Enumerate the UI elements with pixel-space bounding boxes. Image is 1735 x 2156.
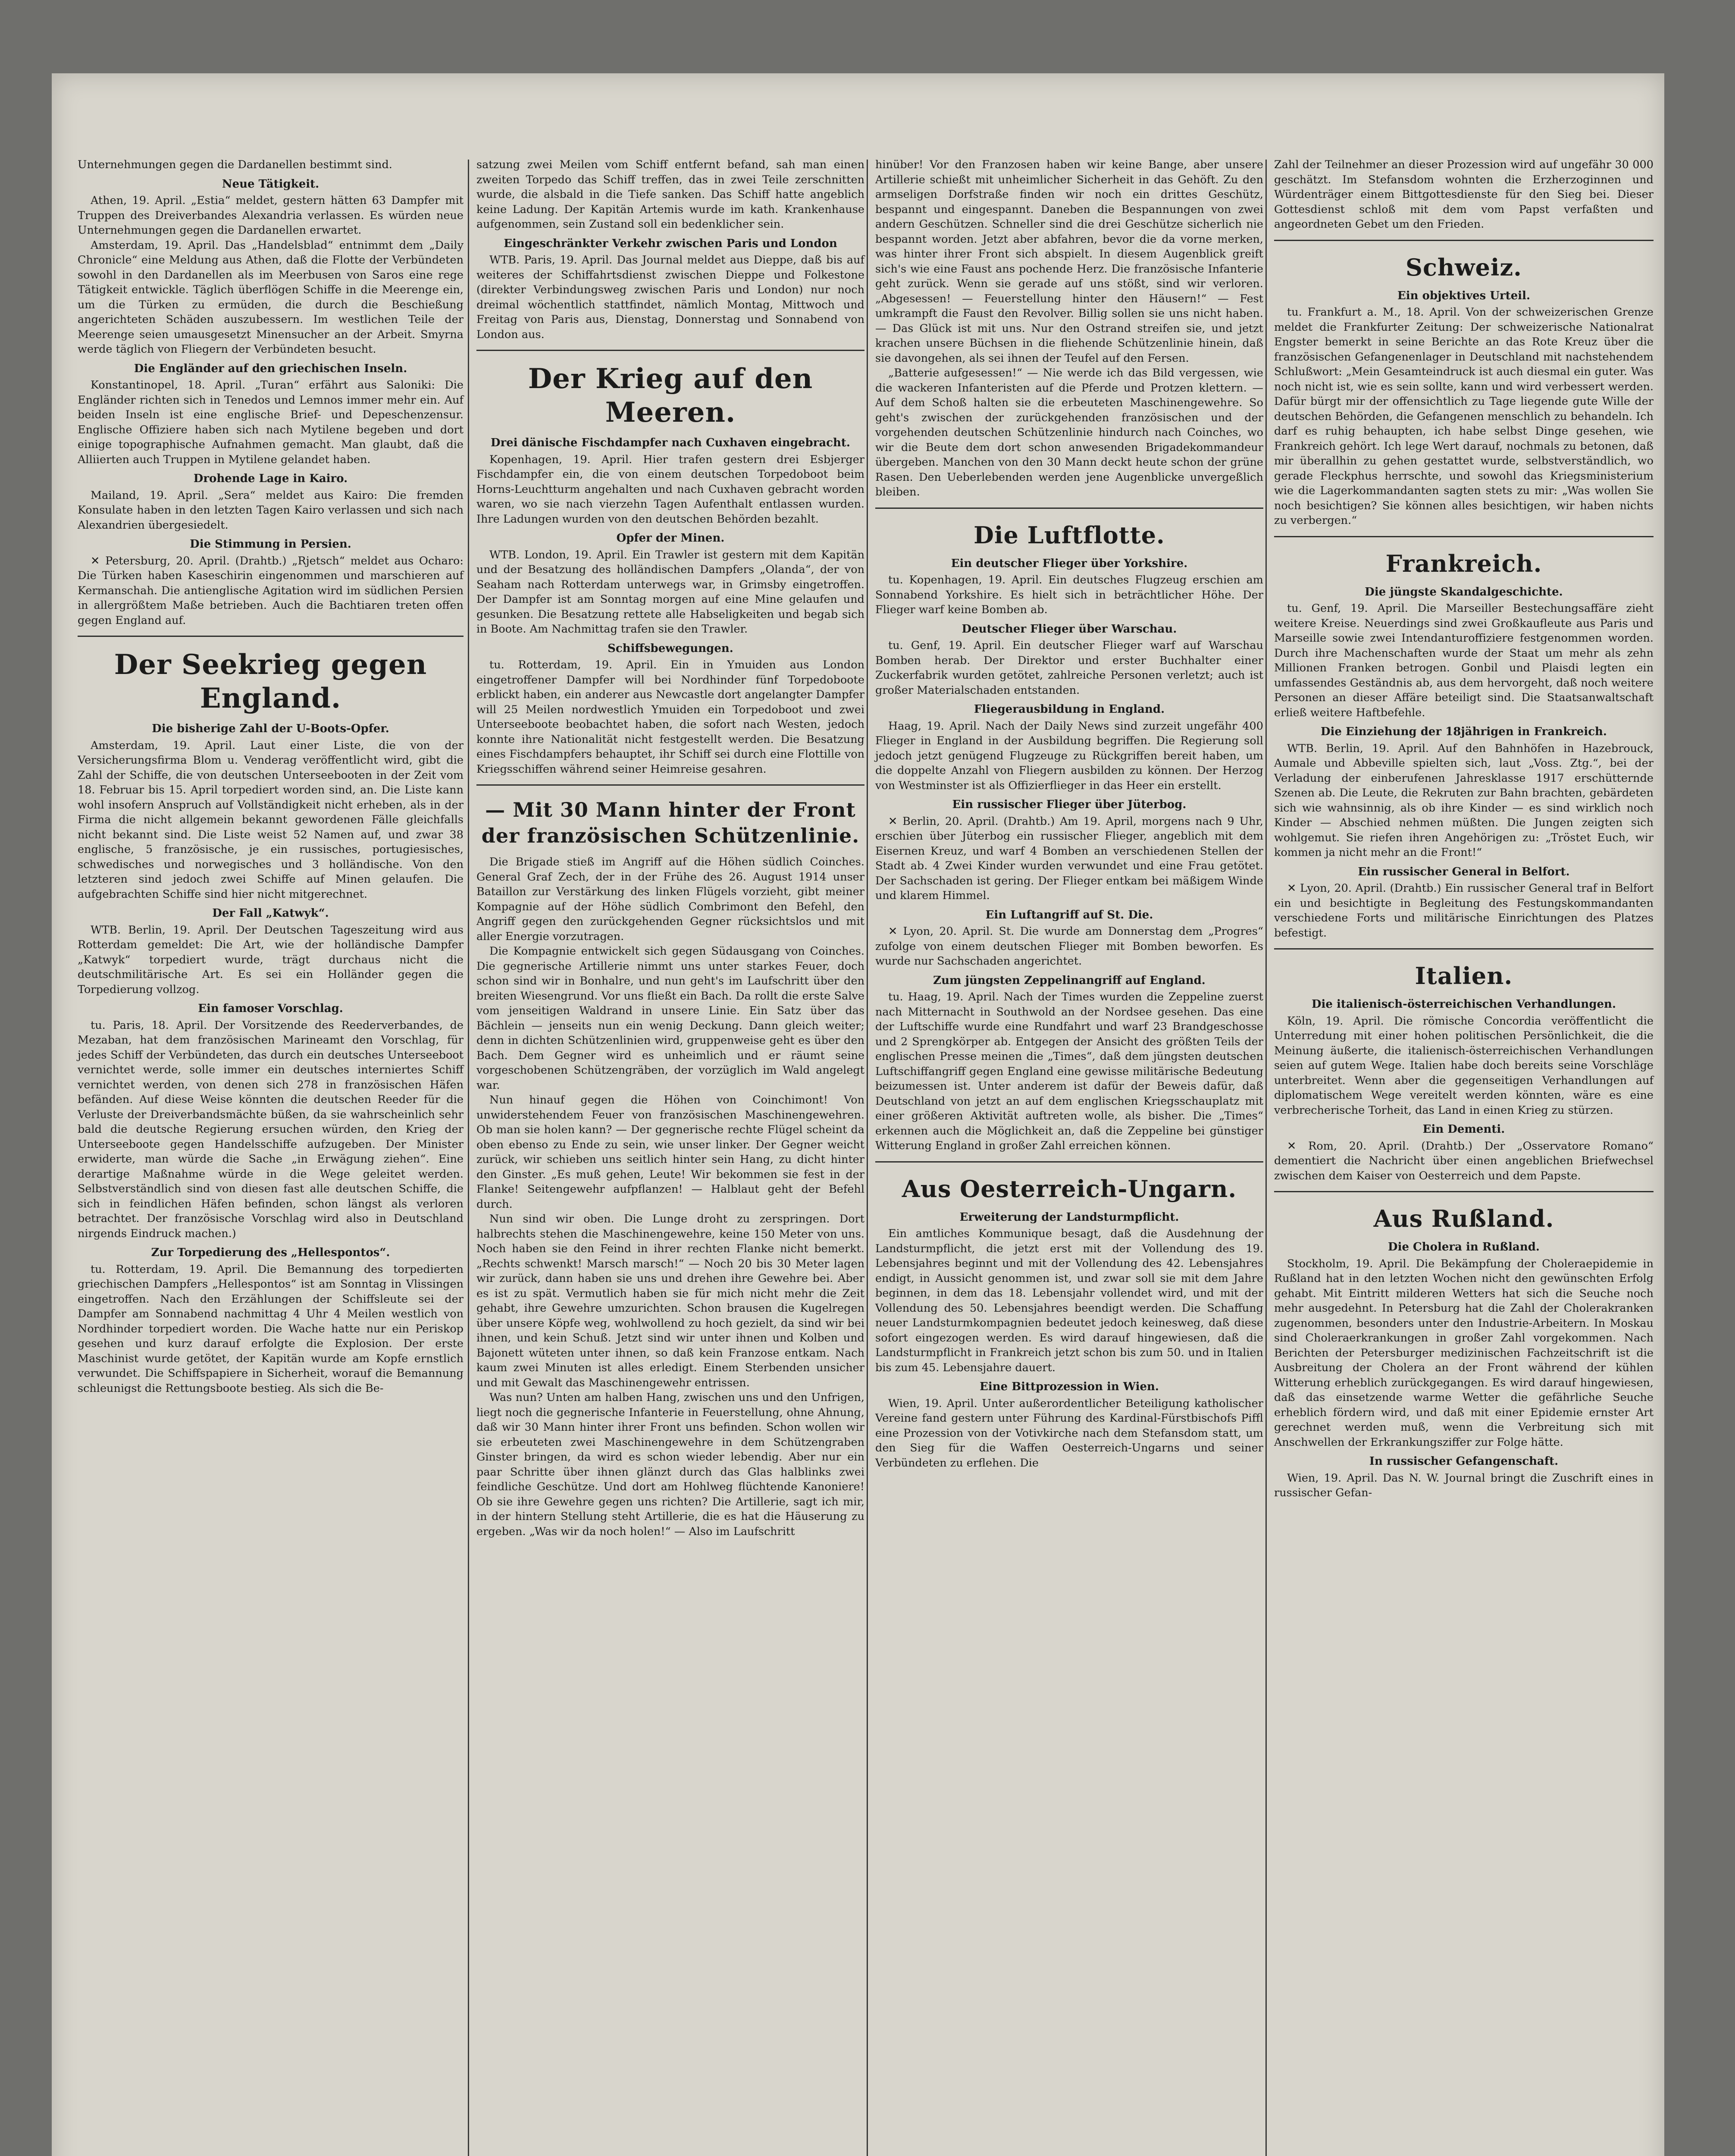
article-heading: Opfer der Minen. — [616, 532, 725, 545]
article-heading: Ein Dementi. — [1422, 1123, 1505, 1136]
column-rule — [867, 160, 868, 2156]
article-paragraph: Haag, 19. April. Nach der Daily News sind zurzeit ungefähr 400 Flieger in England in der Ausbildung begriffen. Die Regierung soll jedoch jetzt genügend Flugzeuge zu Rückgriffen bereit haben, um die doppelte Anzahl von Fliegern ausbilden zu können. Der Herzog von Westminster ist als Offizierflieger in das Heer ein erstellt. — [875, 719, 1263, 792]
column-2 — [476, 157, 864, 1539]
article-heading: Die Cholera in Rußland. — [1388, 1241, 1540, 1253]
article-paragraph: hinüber! Vor den Franzosen haben wir keine Bange, aber unsere Artillerie schießt mit unheimlicher Sicherheit in das Gehöft. Zu den armseligen Dorfstraße finden wir noch ein drittes Geschütz, bespannt und eingespannt. Daneben die Bespannungen von zwei andern Geschützen. Schneller sind die drei Geschütze sicherlich nie bespannt worden. Jetzt aber abfahren, bevor die da vorne merken, was hinter ihrer Front sich abspielt. In diesem Augenblick greift sich's wie eine Faust ans pochende Herz. Die französische Infanterie geht zurück. Wenn sie gerade auf uns stößt, sind wir verloren. „Abgesessen! — Feuerstellung hinter den Häusern!“ — Fest umkrampft die Faust den Revolver. Billig sollen sie uns nicht haben. — Das Glück ist mit uns. Nur den Ostrand streifen sie, und jetzt krachen unsere Büchsen in die fliehende Schützenlinie hinein, daß sie davongehen, als sei ihnen der Teufel auf den Fersen. — [875, 158, 1263, 365]
article-paragraph: tu. Genf, 19. April. Die Marseiller Bestechungsaffäre zieht weitere Kreise. Neuerdings sind zwei Großkaufleute aus Paris und Marseille sowie zwei Intendanturoffiziere festgenommen worden. Durch ihre Machenschaften wurde der Staat um mehr als zehn Millionen Franken betrogen. Gonbil und Plaisdi legten ein umfassendes Geständnis ab, aus dem hervorgeht, daß noch weitere Personen an dieser Affäre beteiligt sind. Die Staatsanwaltschaft erließ weitere Haftbefehle. — [1274, 602, 1654, 719]
article-heading: Der Fall „Katwyk“. — [212, 907, 329, 920]
article-paragraph: tu. Kopenhagen, 19. April. Ein deutsches Flugzeug erschien am Sonnabend Yorkshire. Es hielt sich in beträchtlicher Höhe. Der Flieger warf keine Bomben ab. — [875, 573, 1263, 616]
article-paragraph: Wien, 19. April. Das N. W. Journal bringt die Zuschrift eines in russischer Gefan- — [1274, 1471, 1654, 1499]
article-heading: Drei dänische Fischdampfer nach Cuxhaven eingebracht. — [491, 436, 850, 449]
article-heading: Die italienisch-österreichischen Verhandlungen. — [1311, 998, 1616, 1011]
article-paragraph: tu. Rotterdam, 19. April. Ein in Ymuiden aus London eingetroffener Dampfer will bei Nordhinder fünf Torpedoboote erblickt haben, ein anderer aus Newcastle dort angelangter Dampfer will 25 Meilen nordwestlich Ymuiden ein Torpedoboot und zwei Unterseeboote beobachtet haben, die sofort nach Westen, jedoch konnte ihre Nationalität nicht festgestellt werden. Die Besatzung eines Fischdampfers behauptet, ihr Schiff sei durch eine Flottille von Kriegsschiffen während seiner Heimreise gesahren. — [476, 658, 864, 776]
article-heading: Ein objektives Urteil. — [1397, 289, 1531, 302]
section-rule — [1274, 240, 1654, 241]
article-heading: Eine Bittprozession in Wien. — [980, 1380, 1159, 1393]
article-paragraph: WTB. Berlin, 19. April. Auf den Bahnhöfen in Hazebrouck, Aumale und Abbeville spielten sich, laut „Voss. Ztg.“, bei der Verladung der einberufenen Jahresklasse 1917 erschütternde Szenen ab. Die Leute, die Rekruten zur Bahn brachten, gebärdeten sich wie wahnsinnig, als ob ihre Kinder — es sind wirklich noch Kinder — Abschied nehmen müßten. Die Jungen zeigten sich wohlgemut. Sie riefen ihren Angehörigen zu: „Tröstet Euch, wir kommen ja nicht mehr an die Front!“ — [1274, 742, 1654, 859]
article-paragraph: Die Kompagnie entwickelt sich gegen Südausgang von Coinches. Die gegnerische Artillerie nimmt uns unter starkes Feuer, doch schon sind wir in Bonhalre, und nun geht's im Laufschritt über den breiten Wiesengrund. Vor uns fließt ein Bach. Da rollt die erste Salve vom jenseitigen Waldrand in unsere Linie. Ein Satz über das Bächlein — jenseits nun ein wenig Deckung. Dann gleich weiter; denn in dichten Schützenlinien wird, gruppenweise geht es über den Bach. Dem Gegner wird es unheimlich und er räumt seine vorgeschobenen Schützengräben, der vorzüglich im Wald angelegt war. — [476, 945, 864, 1092]
article-paragraph: tu. Rotterdam, 19. April. Die Bemannung des torpedierten griechischen Dampfers „Hellespontos“ ist am Sonntag in Vlissingen eingetroffen. Nach den Erzählungen der Schiffsleute sei der Dampfer am Sonnabend nachmittag 4 Uhr 4 Meilen westlich von Nordhinder torpediert worden. Die Wache hatte nur ein Periskop gesehen und kurz darauf erfolgte die Explosion. Der erste Maschinist wurde getötet, der Kapitän wurde am Kopfe ernstlich verwundet. Die Schiffspapiere in Sicherheit, worauf die Bemannung schleunigst die Rettungsboote bestieg. Als sich die Be- — [78, 1263, 464, 1395]
article-paragraph: Unternehmungen gegen die Dardanellen bestimmt sind. — [78, 158, 392, 171]
article-heading: Zum jüngsten Zeppelinangriff auf England. — [933, 974, 1206, 987]
section-rule — [1274, 948, 1654, 950]
article-paragraph: Mailand, 19. April. „Sera“ meldet aus Kairo: Die fremden Konsulate haben in den letzten Tagen Kairo verlassen und sich nach Alexandrien übergesiedelt. — [78, 489, 464, 532]
column-1 — [78, 157, 464, 1396]
article-heading: In russischer Gefangenschaft. — [1369, 1455, 1559, 1468]
article-heading: Ein deutscher Flieger über Yorkshire. — [951, 557, 1188, 570]
section-headline: Der Krieg auf den Meeren. — [528, 363, 813, 429]
article-paragraph: Was nun? Unten am halben Hang, zwischen uns und den Unfrigen, liegt noch die gegnerische Infanterie in Feuerstellung, ohne Ahnung, daß wir 30 Mann hinter ihrer Front uns befinden. Schon wollen wir sie erbeuteten zwei Maschinengewehre in dem Schützengraben Ginster bringen, da wird es schon wieder lebendig. Aber nur ein paar Schritte über ihnen glänzt durch das Glas halblinks zwei feindliche Geschütze. Und dort am Hohlweg flüchtende Kanoniere! Ob sie ihre Gewehre gegen uns richten? Die Artillerie, sagt ich mir, in der hintern Stellung steht Artillerie, die es hat die Häuserung zu ergeben. „Was wir da noch holen!“ — Also im Laufschritt — [476, 1391, 864, 1538]
article-paragraph: ✕ Lyon, 20. April. (Drahtb.) Ein russischer General traf in Belfort ein und besichtigte in Begleitung des Festungskommandanten verschiedene Forts und militärische Einrichtungen des Platzes befestigt. — [1274, 882, 1654, 940]
article-paragraph: Amsterdam, 19. April. Laut einer Liste, die von der Versicherungsfirma Blom u. Venderag veröffentlicht wird, gibt die Zahl der Schiffe, die von deutschen Unterseebooten in der Zeit vom 18. Februar bis 15. April torpediert worden sind, an. Die Liste kann wohl insofern Anspruch auf Vollständigkeit nicht erheben, als in der Firma die nicht allgemein bekannt gewordenen Fälle gleichfalls nicht bekannt sind. Die Liste weist 52 Namen auf, und zwar 38 englische, 5 französische, je ein russisches, portugiesisches, schwedisches und norwegisches und 3 holländische. Von den letzteren sind jedoch zwei Schiffe auf Minen gelaufen. Die aufgebrachten Schiffe sind hier nicht mitgerechnet. — [78, 739, 464, 901]
article-heading: Ein Luftangriff auf St. Die. — [985, 908, 1153, 921]
article-paragraph: tu. Haag, 19. April. Nach der Times wurden die Zeppeline zuerst nach Mitternacht in Southwold an der Nordsee gesehen. Das eine der Luftschiffe wurde eine Rundfahrt und warf 23 Brandgeschosse und 2 Sprengkörper ab. Entgegen der Ansicht des größten Teils der englischen Presse meinen die „Times“, daß dem jüngsten deutschen Luftschiffangriff gegen England eine gewisse militärische Bedeutung beizumessen ist. Unter anderem ist dafür der Beweis dafür, daß Deutschland von jetzt an auf dem englischen Kriegsschauplatz mit einer größeren Aktivität auftreten wolle, als bisher. Die „Times“ erkennen auch die Möglichkeit an, daß die Zeppeline bei günstiger Witterung England in großer Zahl erreichen können. — [875, 990, 1263, 1152]
article-paragraph: WTB. Paris, 19. April. Das Journal meldet aus Dieppe, daß bis auf weiteres der Schiffahrtsdienst zwischen Dieppe und Folkestone (direkter Verbindungsweg zwischen Paris und London) nur noch dreimal wöchentlich stattfindet, nämlich Montag, Mittwoch und Freitag von Paris aus, Dienstag, Donnerstag und Sonnabend von London aus. — [476, 254, 864, 341]
article-heading: Die Einziehung der 18jährigen in Frankreich. — [1320, 725, 1607, 738]
section-headline: Aus Rußland. — [1373, 1205, 1554, 1232]
newspaper-page — [52, 73, 1664, 2156]
article-heading: Schiffsbewegungen. — [608, 642, 733, 655]
article-heading: Neue Tätigkeit. — [222, 177, 319, 191]
column-rule — [1265, 160, 1267, 2156]
section-headline: Die Luftflotte. — [974, 521, 1165, 549]
article-heading: Ein russischer Flieger über Jüterbog. — [952, 798, 1187, 811]
article-paragraph: Wien, 19. April. Unter außerordentlicher Beteiligung katholischer Vereine fand gestern unter Führung des Kardinal-Fürstbischofs Piffl eine Prozession von der Votivkirche nach dem Stefansdom statt, um den Sieg für die Waffen Oesterreich-Ungarns und seiner Verbündeten zu erflehen. Die — [875, 1397, 1263, 1470]
article-paragraph: Konstantinopel, 18. April. „Turan“ erfährt aus Saloniki: Die Engländer richten sich in Tenedos und Lemnos immer mehr ein. Auf beiden Inseln ist eine englische Brief- und Depeschenzensur. Englische Offiziere haben sich nach Mytilene begeben und dort einige topographische Aufnahmen gemacht. Man glaubt, daß die Alliierten auch Truppen in Mytilene gelandet haben. — [78, 379, 464, 466]
article-paragraph: tu. Frankfurt a. M., 18. April. Von der schweizerischen Grenze meldet die Frankfurter Zeitung: Der schweizerische Nationalrat Engster bemerkt in seine Berichte an das Rote Kreuz über die französischen Gefangenenlager in Deutschland mit nachstehendem Schlußwort: „Mein Gesamteindruck ist auch diesmal ein guter. Was noch nicht ist, wie es sein sollte, kann und wird verbessert werden. Dafür bürgt mir der offensichtlich zu Tage liegende gute Wille der deutschen Behörden, die Gefangenen menschlich zu behandeln. Ich darf es ruhig behaupten, ich habe selbst Dinge gesehen, wie Frankreich gehört. Ich lege Wert darauf, nochmals zu betonen, daß mir überallhin zu gehen gestattet wurde, selbstverständlich, wo gerade Fleckphus herrschte, und sowohl das Kriegsministerium wie die Lagerkommandanten sagten stets zu mir: „Was wollen Sie noch besichtigen? Sie können alles besichtigen, wir haben nichts zu verbergen.“ — [1274, 306, 1654, 527]
article-paragraph: „Batterie aufgesessen!“ — Nie werde ich das Bild vergessen, wie die wackeren Infanteristen auf die Pferde und Protzen klettern. — Auf dem Schoß halten sie die erbeuteten Maschinengewehre. So geht's zwischen der zurückgehenden französischen und der vorgehenden deutschen Schützenlinie hindurch nach Coinches, wo wir die Beute dem dort schon anwesenden Brigadekommandeur übergeben. Manchen von den 30 Mann deckt heute schon der grüne Rasen. Den Ueberlebenden werden jene Augenblicke unvergeßlich bleiben. — [875, 367, 1263, 498]
article-paragraph: ✕ Berlin, 20. April. (Drahtb.) Am 19. April, morgens nach 9 Uhr, erschien über Jüterbog ein russischer Flieger, angeblich mit dem Eisernen Kreuz, und warf 4 Bomben an verschiedenen Stellen der Stadt ab. 4 Zwei Kinder wurden verwundet und eine Frau getötet. Der Sachschaden ist gering. Der Flieger entkam bei mäßigem Winde und klarem Himmel. — [875, 815, 1263, 902]
article-paragraph: Die Brigade stieß im Angriff auf die Höhen südlich Coinches. General Graf Zech, der in der Frühe des 26. August 1914 unser Bataillon zur Verstärkung des linken Flügels vorzieht, gibt meiner Kompagnie auf der Höhe südlich Combrimont den Befehl, den Angriff gegen den zurückgehenden Gegner rücksichtslos und mit aller Energie vorzutragen. — [476, 856, 864, 943]
article-paragraph: satzung zwei Meilen vom Schiff entfernt befand, sah man einen zweiten Torpedo das Schiff treffen, das in zwei Teile zerschnitten wurde, die alsbald in die Tiefe sanken. Das Schiff hatte angeblich keine Ladung. Der Kapitän Artemis wurde im kath. Krankenhause aufgenommen, sein Zustand soll ein bedenklicher sein. — [476, 158, 864, 231]
column-rule — [468, 160, 469, 2156]
article-paragraph: ✕ Rom, 20. April. (Drahtb.) Der „Osservatore Romano“ dementiert die Nachricht über einen angeblichen Briefwechsel zwischen dem Kaiser von Oesterreich und dem Papste. — [1274, 1139, 1654, 1182]
section-rule — [78, 636, 464, 637]
article-paragraph: WTB. London, 19. April. Ein Trawler ist gestern mit dem Kapitän und der Besatzung des holländischen Dampfers „Olanda“, der von Seaham nach Rotterdam unterwegs war, in Grimsby eingetroffen. Der Dampfer ist am Sonntag morgen auf eine Mine gelaufen und gesunken. Die Besatzung rettete alle Habseligkeiten und begab sich in Boote. Am Nachmittag trafen sie den Trawler. — [476, 548, 864, 636]
article-paragraph: Nun hinauf gegen die Höhen von Coinchimont! Von unwiderstehendem Feuer von französischen Maschinengewehren. Ob man sie holen kann? — Der gegnerische rechte Flügel scheint da oben ebenso zu Ende zu sein, wie unser linker. Der Gegner weicht zurück, wir schieben uns seitlich hinter sein Hang, zu dicht hinter den Ginster. „Es muß gehen, Leute! Wir bekommen sie fest in der Flanke! Seitengewehr aufpflanzen! — Halblaut geht der Befehl durch. — [476, 1094, 864, 1211]
article-paragraph: tu. Genf, 19. April. Ein deutscher Flieger warf auf Warschau Bomben herab. Der Direktor und erster Buchhalter einer Zuckerfabrik wurden getötet, zahlreiche Personen verletzt; auch ist großer Materialschaden entstanden. — [875, 639, 1263, 697]
section-headline: Schweiz. — [1406, 253, 1522, 281]
section-rule — [476, 784, 864, 786]
article-paragraph: Zahl der Teilnehmer an dieser Prozession wird auf ungefähr 30 000 geschätzt. Im Stefansdom wohnten die Erzherzoginnen und Würdenträger einem Bittgottesdienste für den Sieg bei. Dieser Gottesdienst schloß mit dem vom Papst verfaßten und angeordneten Gebet um den Frieden. — [1274, 158, 1654, 231]
article-paragraph: ✕ Lyon, 20. April. St. Die wurde am Donnerstag dem „Progres“ zufolge von einem deutschen Flieger mit Bomben beworfen. Es wurde nur Sachschaden angerichtet. — [875, 925, 1263, 968]
section-rule — [1274, 536, 1654, 537]
article-paragraph: Köln, 19. April. Die römische Concordia veröffentlicht die Unterredung mit einer hohen politischen Persönlichkeit, die die Meinung äußerte, die italienisch-österreichischen Verhandlungen seien auf gutem Wege. Italien habe doch bereits seine Vorschläge unterbreitet. Wenn aber die gegenseitigen Verhandlungen auf diplomatischem Wege vereitelt werden könnten, wäre es eine verbrecherische Torheit, das Land in einen Krieg zu stürzen. — [1274, 1014, 1654, 1117]
article-paragraph: Nun sind wir oben. Die Lunge droht zu zerspringen. Dort halbrechts stehen die Maschinengewehre, keine 150 Meter von uns. Noch haben sie den Feind in ihrer rechten Flanke nicht bemerkt. „Rechts schwenkt! Marsch marsch!“ — Noch 20 bis 30 Meter lagen wir zurück, dann haben sie uns und drehen ihre Gewehre bei. Aber es ist zu spät. Vermutlich haben sie für mich nicht mehr die Zeit gehabt, ihre Gewehre umzurichten. Schon brausen die Kugelregen über unsere Köpfe weg, wohlwollend zu hoch gezielt, da sind wir bei ihnen, und kein Schuß. Jetzt sind wir unter ihnen und Kolben und Bajonett wüteten unter ihnen, so daß kein Franzose entkam. Nach kaum zwei Minuten ist alles erledigt. Einem Sterbenden unsicher und mit Gewalt das Maschinengewehr entrissen. — [476, 1213, 864, 1389]
section-headline: Aus Oesterreich-Ungarn. — [902, 1175, 1237, 1203]
article-heading: Die jüngste Skandalgeschichte. — [1365, 585, 1563, 599]
column-3 — [875, 157, 1263, 1470]
article-heading: Die bisherige Zahl der U-Boots-Opfer. — [152, 722, 389, 735]
article-paragraph: Kopenhagen, 19. April. Hier trafen gestern drei Esbjerger Fischdampfer ein, die von einem deutschen Torpedoboot beim Horns-Leuchtturm angehalten und nach Cuxhaven gebracht worden waren, wo sie nach vierzehn Tagen Aufenthalt entlassen wurden. Ihre Ladungen wurden von den deutschen Behörden bezahlt. — [476, 453, 864, 526]
section-headline: Italien. — [1415, 962, 1513, 990]
article-paragraph: ✕ Petersburg, 20. April. (Drahtb.) „Rjetsch“ meldet aus Ocharo: Die Türken haben Kaseschirin eingenommen und marschieren auf Kermanschah. Die antienglische Agitation wird im südlichen Persien in allergrößtem Maße betrieben. Auch die Bachtiaren treten offen gegen England auf. — [78, 554, 464, 627]
article-heading: Deutscher Flieger über Warschau. — [961, 622, 1177, 636]
article-heading: Drohende Lage in Kairo. — [193, 472, 348, 485]
section-headline: — Mit 30 Mann hinter der Front der französischen Schützenlinie. — [481, 798, 860, 847]
section-headline: Der Seekrieg gegen England. — [114, 649, 427, 714]
article-heading: Die Engländer auf den griechischen Inseln. — [134, 362, 407, 375]
article-heading: Ein russischer General in Belfort. — [1358, 865, 1570, 878]
section-rule — [875, 1161, 1263, 1163]
article-heading: Zur Torpedierung des „Hellespontos“. — [151, 1246, 390, 1259]
article-paragraph: WTB. Berlin, 19. April. Der Deutschen Tageszeitung wird aus Rotterdam gemeldet: Die Art, wie der holländische Dampfer „Katwyk“ torpediert wurde, trägt durchaus nicht die deutschmilitärische Art. Es sei ein Holländer gegen die Torpedierung vollzog. — [78, 923, 464, 996]
article-paragraph: Ein amtliches Kommunique besagt, daß die Ausdehnung der Landsturmpflicht, die jetzt erst mit der Vollendung des 19. Lebensjahres beginnt und mit der Vollendung des 42. Lebensjahres endigt, in Aussicht genommen ist, und zwar soll sie mit dem Jahre beginnen, in dem das 18. Lebensjahr vollendet wird, und mit der Vollendung des 50. Lebensjahres beendigt werden. Die Schaffung neuer Landsturmkompagnien bedeutet jedoch keinesweg, daß diese sofort eingezogen werden. Es wird darauf hingewiesen, daß die Landsturmpflicht in Frankreich jetzt schon bis zum 50. und in Italien bis zum 45. Lebensjahre dauert. — [875, 1227, 1263, 1374]
article-paragraph: Athen, 19. April. „Estia“ meldet, gestern hätten 63 Dampfer mit Truppen des Dreiverbandes Alexandria verlassen. Es würden neue Unternehmungen gegen die Dardanellen erwartet. — [78, 194, 464, 237]
section-headline: Frankreich. — [1385, 549, 1542, 577]
article-heading: Erweiterung der Landsturmpflicht. — [959, 1210, 1179, 1224]
article-heading: Ein famoser Vorschlag. — [198, 1002, 343, 1015]
section-rule — [476, 350, 864, 351]
article-paragraph: tu. Paris, 18. April. Der Vorsitzende des Reederverbandes, de Mezaban, hat dem französischen Marineamt den Vorschlag, für jedes Schiff der Verbündeten, das durch ein deutsches Unterseeboot vernichtet werde, solle immer ein deutsches interniertes Schiff vernichtet werden, von denen sich 278 in französischen Häfen befänden. Auf diese Weise könnten die deutschen Reeder für die Verluste der Dreiverbandsmächte büßen, da sie wahrscheinlich sehr bald die deutsche Regierung ersuchen würden, den Krieg der Unterseeboote gegen Handelsschiffe aufzugeben. Der Minister erwiderte, man würde die Sache „in Erwägung ziehen“. Eine derartige Maßnahme würde in die Wege geleitet werden. Selbstverständlich sind von diesen fast alle deutschen Schiffe, die sich in feindlichen Häfen befinden, schon längst als verloren betrachtet. Der französische Vorschlag wird also in Deutschland nirgends Eindruck machen.) — [78, 1018, 464, 1240]
article-heading: Die Stimmung in Persien. — [190, 538, 351, 551]
article-heading: Eingeschränkter Verkehr zwischen Paris und London — [504, 237, 837, 250]
article-paragraph: Stockholm, 19. April. Die Bekämpfung der Choleraepidemie in Rußland hat in den letzten Wochen nicht den gewünschten Erfolg gehabt. Mit Eintritt milderen Wetters hat sich die Seuche noch mehr ausgedehnt. In Petersburg hat die Zahl der Cholerakranken zugenommen, besonders unter den Industrie-Arbeitern. In Moskau sind Choleraerkrankungen in großer Zahl vorgekommen. Nach Berichten der Petersburger medizinischen Fachzeitschrift ist die Ausbreitung der Cholera an der Front während der kühlen Witterung erheblich zurückgegangen. Es wird darauf hingewiesen, daß das einsetzende warme Wetter die gefährliche Seuche erheblich fördern wird, und daß mit einer Epidemie ernster Art gerechnet werden muß, wenn die Verbreitung sich mit Anschwellen der Erkrankungsziffer zur Folge hätte. — [1274, 1257, 1654, 1449]
column-4 — [1274, 157, 1654, 1501]
article-heading: Fliegerausbildung in England. — [974, 703, 1165, 716]
article-paragraph: Amsterdam, 19. April. Das „Handelsblad“ entnimmt dem „Daily Chronicle“ eine Meldung aus Athen, daß die Flotte der Verbündeten sowohl in den Dardanellen als im Meerbusen von Saros eine rege Tätigkeit entwickle. Täglich überflögen Schiffe in die Meerenge ein, um die Türken zu ermüden, die durch die Beschießung angerichteten Schäden auszubessern. Im westlichen Teile der Meerenge seien umausgesetzt Minensucher an der Arbeit. Smyrna werde täglich von Fliegern der Verbündeten besucht. — [78, 238, 464, 356]
section-rule — [875, 508, 1263, 509]
section-rule — [1274, 1191, 1654, 1192]
